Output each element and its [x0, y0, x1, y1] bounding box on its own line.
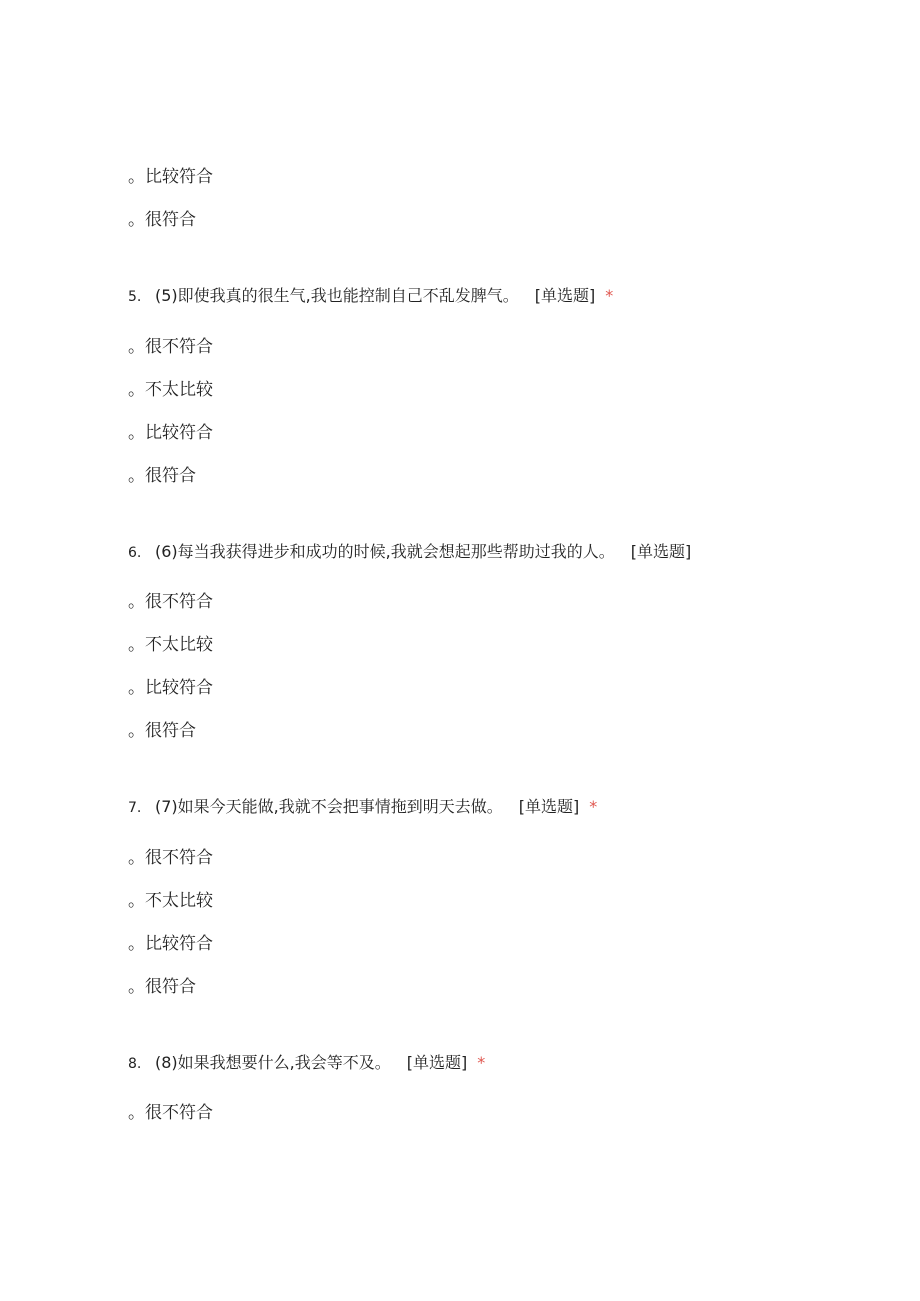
- option-label: 比较符合: [145, 167, 213, 187]
- question-text: (7)如果今天能做,我就不会把事情拖到明天去做。: [155, 797, 503, 816]
- option-bullet: 。: [128, 466, 145, 486]
- q5-option-2[interactable]: [128, 379, 213, 401]
- option-prev-bijiao-fuhe[interactable]: [128, 166, 213, 188]
- option-label: 很不符合: [145, 848, 213, 868]
- option-bullet: 。: [128, 891, 145, 911]
- option-bullet: 。: [128, 1103, 145, 1123]
- option-label: 不太比较: [145, 891, 213, 911]
- q6-option-2[interactable]: [128, 634, 213, 656]
- option-bullet: 。: [128, 423, 145, 443]
- q6-option-3[interactable]: [128, 677, 213, 699]
- required-marker: *: [477, 1053, 486, 1072]
- question-number: 7.: [128, 800, 142, 816]
- q6-option-4[interactable]: [128, 720, 196, 742]
- option-label: 很不符合: [145, 1103, 213, 1123]
- question-type-tag: [单选题]: [406, 1053, 468, 1072]
- option-bullet: 。: [128, 678, 145, 698]
- question-6-title: [128, 541, 701, 564]
- question-type-tag: [单选题]: [534, 286, 596, 305]
- required-marker: *: [589, 797, 598, 816]
- option-bullet: 。: [128, 721, 145, 741]
- option-bullet: 。: [128, 635, 145, 655]
- question-text: (8)如果我想要什么,我会等不及。: [155, 1053, 391, 1072]
- option-label: 很不符合: [145, 337, 213, 357]
- option-label: 很符合: [145, 721, 196, 741]
- option-bullet: 。: [128, 167, 145, 187]
- q7-option-4[interactable]: [128, 976, 196, 998]
- option-label: 比较符合: [145, 678, 213, 698]
- option-label: 不太比较: [145, 380, 213, 400]
- question-text: (6)每当我获得进步和成功的时候,我就会想起那些帮助过我的人。: [155, 542, 615, 561]
- required-marker: *: [605, 286, 614, 305]
- option-label: 不太比较: [145, 635, 213, 655]
- option-bullet: 。: [128, 592, 145, 612]
- option-label: 很不符合: [145, 592, 213, 612]
- option-label: 比较符合: [145, 423, 213, 443]
- question-number: 5.: [128, 289, 142, 305]
- option-bullet: 。: [128, 380, 145, 400]
- q6-option-1[interactable]: [128, 591, 213, 613]
- q7-option-2[interactable]: [128, 890, 213, 912]
- q8-option-1[interactable]: [128, 1102, 213, 1124]
- question-text: (5)即使我真的很生气,我也能控制自己不乱发脾气。: [155, 286, 519, 305]
- option-bullet: 。: [128, 210, 145, 230]
- question-number: 6.: [128, 545, 142, 561]
- q5-option-1[interactable]: [128, 336, 213, 358]
- q5-option-3[interactable]: [128, 422, 213, 444]
- option-label: 很符合: [145, 210, 196, 230]
- q5-option-4[interactable]: [128, 465, 196, 487]
- option-bullet: 。: [128, 977, 145, 997]
- q7-option-1[interactable]: [128, 847, 213, 869]
- question-type-tag: [单选题]: [518, 797, 580, 816]
- option-prev-hen-fuhe[interactable]: [128, 209, 196, 231]
- question-type-tag: [单选题]: [630, 542, 692, 561]
- option-label: 比较符合: [145, 934, 213, 954]
- question-5-title: [128, 285, 613, 308]
- question-7-title: [128, 796, 597, 819]
- option-bullet: 。: [128, 337, 145, 357]
- q7-option-3[interactable]: [128, 933, 213, 955]
- option-bullet: 。: [128, 934, 145, 954]
- question-number: 8.: [128, 1056, 142, 1072]
- option-label: 很符合: [145, 466, 196, 486]
- option-bullet: 。: [128, 848, 145, 868]
- question-8-title: [128, 1052, 485, 1075]
- option-label: 很符合: [145, 977, 196, 997]
